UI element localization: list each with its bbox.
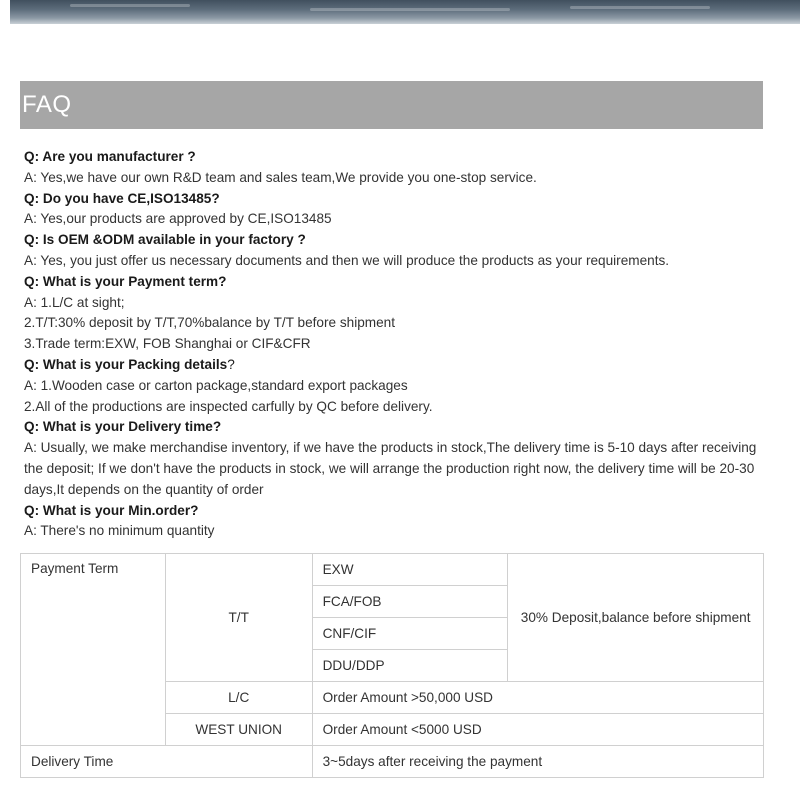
faq-answer: A: Yes, you just offer us necessary documents and then we will produce the products as your requirements. xyxy=(24,252,670,268)
faq-header xyxy=(20,81,763,129)
faq-answer: 2.T/T:30% deposit by T/T,70%balance by T/T before shipment xyxy=(24,315,396,331)
payment-term-label: Payment Term xyxy=(21,554,166,746)
trade-term-exw: EXW xyxy=(312,554,508,586)
faq-question: Q: Is OEM &ODM available in your factory ? xyxy=(24,232,306,248)
faq-answer: 3.Trade term:EXW, FOB Shanghai or CIF&CFR xyxy=(24,336,311,352)
faq-question: Q: Do you have CE,ISO13485? xyxy=(24,190,220,206)
faq-question: Q: Are you manufacturer ? xyxy=(24,149,196,164)
delivery-time-value: 3~5days after receiving the payment xyxy=(312,746,763,778)
lc-amount: Order Amount >50,000 USD xyxy=(312,682,763,714)
faq-question: Q: What is your Payment term? xyxy=(24,273,227,289)
faq-title: FAQ xyxy=(22,91,72,118)
faq-answer: A: Yes,we have our own R&D team and sales team,We provide you one-stop service. xyxy=(24,169,537,185)
tt-label: T/T xyxy=(165,554,312,682)
faq-question xyxy=(24,355,764,376)
banner-image xyxy=(10,0,800,24)
trade-term-fca-fob: FCA/FOB xyxy=(312,586,508,618)
faq-answer: A: Usually, we make merchandise inventory, if we have the products in stock,The delivery time is 5-10 days after receiving the deposit; If we don't have the products in stock, we will arrange the production right now, the delivery time will be 20-30 days,It depends on the quantity of order xyxy=(24,440,757,497)
faq-answer: A: 1.L/C at sight; xyxy=(24,294,125,310)
west-union-amount: Order Amount <5000 USD xyxy=(312,714,763,746)
delivery-time-label: Delivery Time xyxy=(21,746,313,778)
west-union-label: WEST UNION xyxy=(165,714,312,746)
faq-question-mark: ? xyxy=(227,356,235,372)
faq-question: Q: What is your Delivery time? xyxy=(24,419,222,435)
trade-term-cnf-cif: CNF/CIF xyxy=(312,618,508,650)
faq-answer: A: There's no minimum quantity xyxy=(24,523,215,539)
faq-answer: A: 1.Wooden case or carton package,standard export packages xyxy=(24,377,408,393)
payment-terms-table xyxy=(20,553,764,778)
tt-deposit-terms: 30% Deposit,balance before shipment xyxy=(508,554,764,682)
lc-label: L/C xyxy=(165,682,312,714)
faq-question-text: Q: What is your Packing details xyxy=(24,356,228,372)
faq-answer: 2.All of the productions are inspected carfully by QC before delivery. xyxy=(24,398,433,414)
faq-answer: A: Yes,our products are approved by CE,ISO13485 xyxy=(24,211,332,227)
faq-list xyxy=(24,147,764,542)
trade-term-ddu-ddp: DDU/DDP xyxy=(312,650,508,682)
faq-question: Q: What is your Min.order? xyxy=(24,502,199,518)
